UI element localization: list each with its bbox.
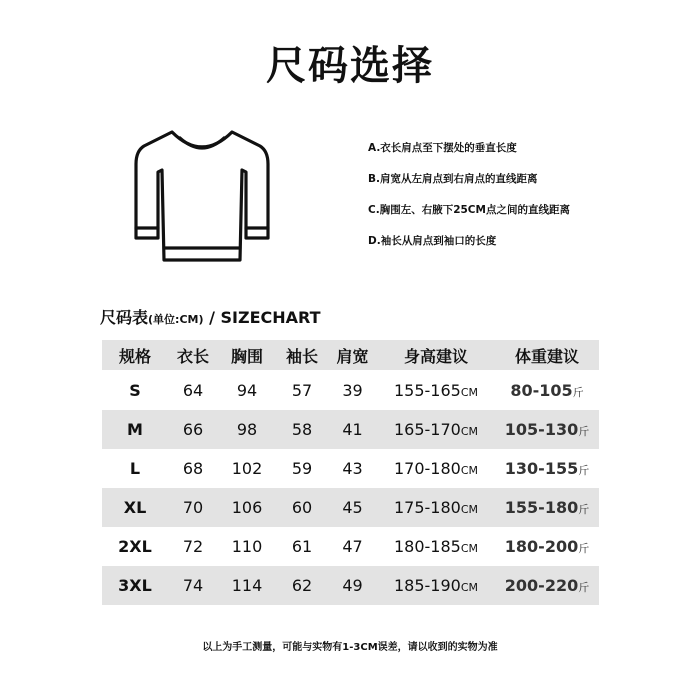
header-length: 衣长 [168, 340, 218, 370]
weight-value: 105-130 [504, 420, 579, 439]
weight-cell [495, 410, 599, 449]
weight-cell [495, 449, 599, 488]
weight-cell [495, 566, 599, 605]
chest-cell: 114 [218, 566, 276, 605]
header-size: 规格 [102, 340, 168, 370]
length-cell: 66 [168, 410, 218, 449]
height-cell [377, 566, 495, 605]
weight-unit: 斤 [578, 542, 590, 555]
length-cell: 68 [182, 459, 204, 478]
height-unit: CM [460, 542, 479, 555]
weight-cell [495, 370, 599, 410]
size-table [102, 340, 599, 605]
size-cell: L [129, 459, 141, 478]
shoulder-cell: 39 [342, 380, 363, 400]
table-heading-main: 尺码表 [100, 308, 149, 327]
header-chest: 胸围 [218, 340, 276, 370]
height-value: 170-180 [393, 459, 461, 478]
weight-value: 130-155 [504, 459, 579, 478]
height-value: 180-185 [393, 537, 461, 556]
length-cell: 64 [182, 380, 204, 400]
shoulder-cell: 43 [342, 459, 363, 478]
height-cell [377, 488, 495, 527]
shoulder-cell: 41 [328, 410, 377, 449]
weight-cell [495, 527, 599, 566]
sleeve-cell: 61 [291, 537, 313, 556]
sleeve-cell: 60 [276, 488, 328, 527]
height-value: 155-165 [393, 380, 461, 400]
length-cell: 72 [182, 537, 204, 556]
length-cell: 74 [168, 566, 218, 605]
weight-unit: 斤 [572, 385, 584, 399]
weight-cell [495, 488, 599, 527]
sleeve-cell: 57 [291, 380, 313, 400]
size-table-heading [100, 305, 321, 328]
sleeve-cell: 59 [291, 459, 313, 478]
table-row [102, 566, 599, 605]
shoulder-cell: 49 [328, 566, 377, 605]
size-cell: 2XL [118, 537, 152, 556]
height-value: 185-190 [393, 576, 461, 595]
header-shoulder: 肩宽 [328, 340, 377, 370]
height-value: 165-170 [393, 420, 461, 439]
weight-unit: 斤 [578, 581, 590, 594]
height-cell [377, 370, 495, 410]
table-header-row [102, 340, 599, 370]
height-cell [377, 410, 495, 449]
weight-value: 180-200 [504, 537, 579, 556]
shoulder-cell: 45 [328, 488, 377, 527]
height-value: 175-180 [393, 498, 461, 517]
note-b: B.肩宽从左肩点到右肩点的直线距离 [368, 173, 538, 185]
header-weight: 体重建议 [495, 340, 599, 370]
chest-cell: 98 [218, 410, 276, 449]
measurement-notes [368, 138, 688, 262]
height-unit: CM [460, 581, 479, 594]
weight-value: 200-220 [504, 576, 579, 595]
footnote: 以上为手工测量，可能与实物有1-3CM误差，请以收到的实物为准 [202, 642, 498, 653]
height-cell [377, 449, 495, 488]
size-cell: M [102, 410, 168, 449]
note-c: C.胸围左、右腋下25CM点之间的直线距离 [368, 204, 570, 216]
table-row [102, 370, 599, 410]
size-cell: S [129, 380, 141, 400]
note-d: D.袖长从肩点到袖口的长度 [368, 235, 497, 247]
size-cell: XL [102, 488, 168, 527]
height-unit: CM [460, 425, 479, 438]
weight-value: 80-105 [510, 380, 573, 400]
shoulder-cell: 47 [342, 537, 363, 556]
header-height: 身高建议 [377, 340, 495, 370]
weight-unit: 斤 [578, 425, 590, 438]
height-unit: CM [460, 464, 479, 477]
length-cell: 70 [168, 488, 218, 527]
table-heading-unit: (单位:CM) [148, 313, 204, 326]
chest-cell: 110 [231, 537, 263, 556]
table-row [102, 488, 599, 527]
table-heading-english: / SIZECHART [203, 308, 321, 327]
height-cell [377, 527, 495, 566]
page-title: 尺码选择 [266, 43, 434, 89]
header-sleeve: 袖长 [276, 340, 328, 370]
weight-unit: 斤 [578, 503, 590, 516]
height-unit: CM [460, 385, 479, 399]
weight-value: 155-180 [504, 498, 579, 517]
table-row [102, 527, 599, 566]
long-sleeve-shirt-icon [122, 120, 282, 270]
size-cell: 3XL [102, 566, 168, 605]
chest-cell: 94 [236, 380, 258, 400]
note-a: A.衣长肩点至下摆处的垂直长度 [368, 142, 517, 154]
chest-cell: 106 [218, 488, 276, 527]
sleeve-cell: 58 [276, 410, 328, 449]
weight-unit: 斤 [578, 464, 590, 477]
table-row [102, 449, 599, 488]
sleeve-cell: 62 [276, 566, 328, 605]
chest-cell: 102 [231, 459, 263, 478]
table-row [102, 410, 599, 449]
height-unit: CM [460, 503, 479, 516]
